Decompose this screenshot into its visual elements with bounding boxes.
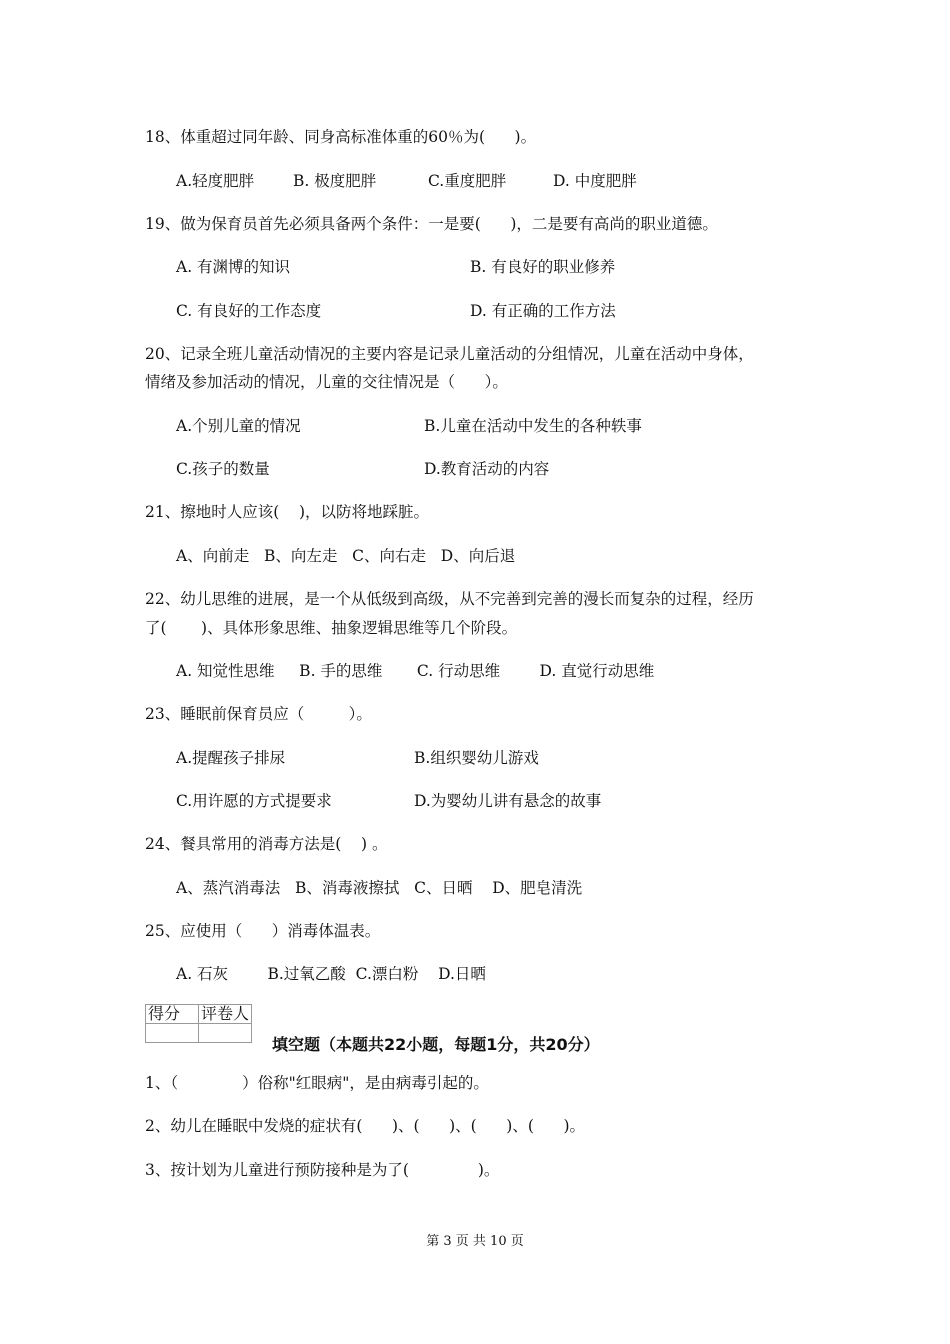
question-22-line2: 了( )、具体形象思维、抽象逻辑思维等几个阶段。 xyxy=(145,619,518,637)
q19-option-c: C. 有良好的工作态度 xyxy=(176,302,322,320)
q21-options: A、向前走 B、向左走 C、向右走 D、向后退 xyxy=(176,547,516,565)
q25-options: A. 石灰 B.过氧乙酸 C.漂白粉 D.日晒 xyxy=(176,965,486,983)
q24-options: A、蒸汽消毒法 B、消毒液擦拭 C、日晒 D、肥皂清洗 xyxy=(176,879,583,897)
page-footer: 第 3 页 共 10 页 xyxy=(426,1234,524,1249)
q23-option-d: D.为婴幼儿讲有悬念的故事 xyxy=(414,792,602,810)
section-title: 填空题（本题共22小题，每题1分，共20分） xyxy=(272,1035,600,1054)
question-18: 18、体重超过同年龄、同身高标准体重的60％为( )。 xyxy=(145,128,537,146)
question-25: 25、应使用（ ）消毒体温表。 xyxy=(145,922,381,940)
q20-option-b: B.儿童在活动中发生的各种轶事 xyxy=(424,417,642,435)
q18-option-b: B. 极度肥胖 xyxy=(293,172,377,190)
fill-question-2: 2、幼儿在睡眠中发烧的症状有( )、( )、( )、( )。 xyxy=(145,1117,585,1135)
q23-option-a: A.提醒孩子排尿 xyxy=(176,749,286,767)
grader-header: 评卷人 xyxy=(199,1005,252,1024)
q20-option-c: C.孩子的数量 xyxy=(176,460,270,478)
q18-option-d: D. 中度肥胖 xyxy=(553,172,637,190)
question-20-line1: 20、记录全班儿童活动情况的主要内容是记录儿童活动的分组情况，儿童在活动中身体， xyxy=(145,345,754,363)
fill-question-3: 3、按计划为儿童进行预防接种是为了( )。 xyxy=(145,1161,500,1179)
score-header: 得分 xyxy=(146,1005,199,1024)
question-20-line2: 情绪及参加活动的情况，儿童的交往情况是（ ）。 xyxy=(145,373,508,391)
question-23: 23、睡眠前保育员应（ ）。 xyxy=(145,705,372,723)
q22-options: A. 知觉性思维 B. 手的思维 C. 行动思维 D. 直觉行动思维 xyxy=(176,662,655,680)
q19-option-b: B. 有良好的职业修养 xyxy=(470,258,616,276)
fill-question-1: 1、（ ）俗称"红眼病"，是由病毒引起的。 xyxy=(145,1074,489,1092)
question-19: 19、做为保育员首先必须具备两个条件：一是要( )，二是要有高尚的职业道德。 xyxy=(145,215,718,233)
q19-option-a: A. 有渊博的知识 xyxy=(176,258,291,276)
grader-cell[interactable] xyxy=(199,1024,252,1043)
score-table xyxy=(145,1004,252,1043)
q20-option-d: D.教育活动的内容 xyxy=(424,460,550,478)
question-24: 24、餐具常用的消毒方法是( ) 。 xyxy=(145,835,388,853)
q23-option-c: C.用许愿的方式提要求 xyxy=(176,792,332,810)
q20-option-a: A.个别儿童的情况 xyxy=(176,417,301,435)
score-cell[interactable] xyxy=(146,1024,199,1043)
q18-option-a: A.轻度肥胖 xyxy=(176,172,255,190)
question-21: 21、擦地时人应该( )，以防将地踩脏。 xyxy=(145,503,430,521)
q19-option-d: D. 有正确的工作方法 xyxy=(470,302,616,320)
q23-option-b: B.组织婴幼儿游戏 xyxy=(414,749,539,767)
question-22-line1: 22、幼儿思维的进展，是一个从低级到高级，从不完善到完善的漫长而复杂的过程，经历 xyxy=(145,590,754,608)
q18-option-c: C.重度肥胖 xyxy=(428,172,507,190)
